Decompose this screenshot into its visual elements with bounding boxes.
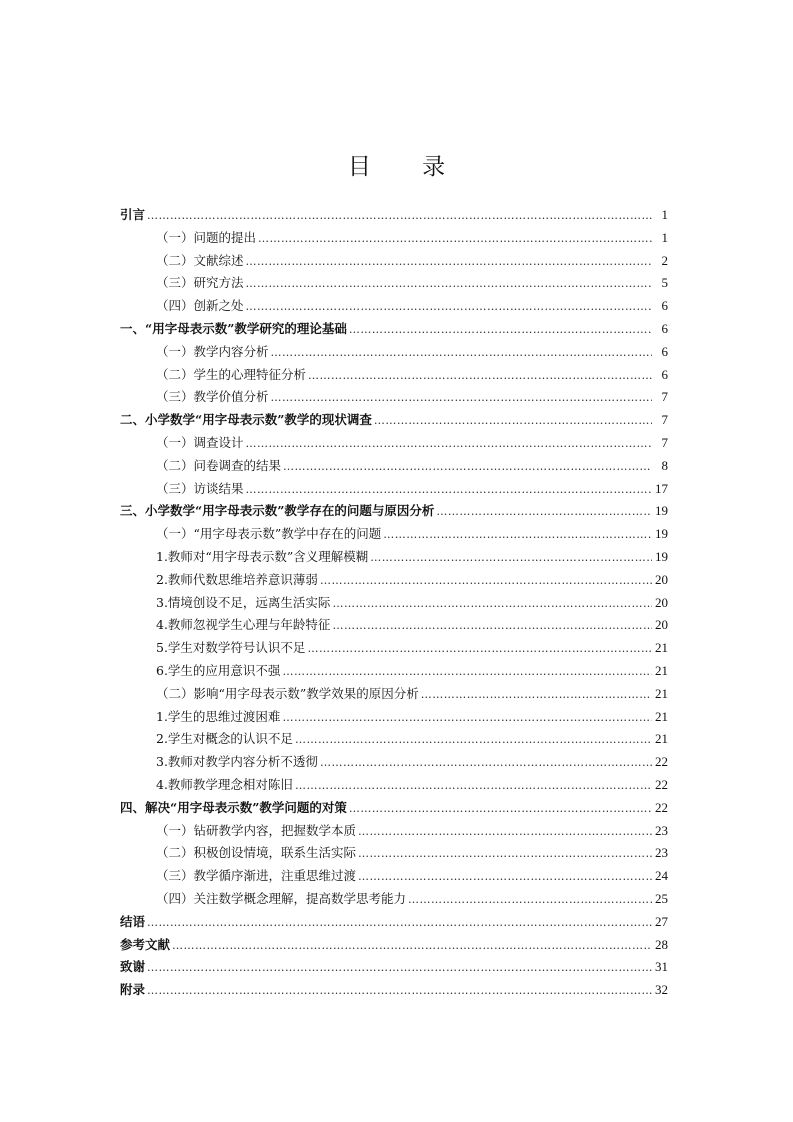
toc-entry[interactable] [120,889,668,912]
toc-entry[interactable] [120,570,668,593]
dot-leader [349,323,652,336]
toc-entry[interactable] [120,456,668,479]
table-of-contents [120,205,668,1003]
toc-entry-page-number: 21 [655,731,668,747]
toc-entry-page-number: 19 [655,548,668,564]
dot-leader [307,642,652,655]
toc-entry-page-number: 21 [655,685,668,701]
toc-entry-title: （四）关注数学概念理解，提高数学思考能力 [156,890,407,906]
toc-entry-page-number: 20 [655,594,668,610]
dot-leader [308,369,652,382]
toc-entry-page-number: 5 [661,275,668,291]
toc-entry-title: 引言 [120,207,146,222]
dot-leader [271,391,652,404]
toc-entry-title: （三）教学循序渐进，注重思维过渡 [156,868,357,884]
toc-entry-page-number: 28 [655,936,668,952]
toc-entry-title: 4.教师忽视学生心理与年龄特征 [156,617,331,633]
toc-entry-title: 1.学生的思维过渡困难 [156,708,281,724]
dot-leader [258,232,652,245]
dot-leader [332,597,652,610]
toc-entry-title: （一）“用字母表示数”教学中存在的问题 [156,526,382,542]
toc-entry[interactable] [120,684,668,707]
dot-leader [172,939,652,952]
toc-entry-title: 2.学生对概念的认识不足 [156,731,293,747]
dot-leader [246,300,652,313]
toc-entry[interactable] [120,524,668,547]
toc-entry[interactable] [120,707,668,730]
toc-entry-page-number: 6 [661,343,668,359]
toc-entry[interactable] [120,798,668,821]
dot-leader [436,505,652,518]
dot-leader [246,277,652,290]
dot-leader [147,916,652,929]
toc-entry[interactable] [120,821,668,844]
dot-leader [421,688,652,701]
toc-entry[interactable] [120,547,668,570]
toc-entry-page-number: 17 [655,480,668,496]
toc-entry[interactable] [120,228,668,251]
toc-entry-title: 四、解决“用字母表示数”教学问题的对策 [120,799,347,815]
toc-entry[interactable] [120,501,668,524]
toc-entry-title: 一、“用字母表示数”教学研究的理论基础 [120,320,347,336]
dot-leader [320,756,652,769]
toc-entry-page-number: 19 [655,503,668,519]
toc-entry[interactable] [120,273,668,296]
dot-leader [332,619,652,632]
toc-entry-page-number: 31 [655,959,668,975]
toc-entry[interactable] [120,866,668,889]
dot-leader [295,779,652,792]
toc-entry-title: 附录 [120,982,146,998]
toc-entry[interactable] [120,729,668,752]
toc-entry-page-number: 8 [661,457,668,473]
dot-leader [147,961,652,974]
toc-entry-title: （一）钻研教学内容，把握数学本质 [156,822,357,838]
toc-entry-title: 结语 [120,913,146,929]
toc-entry[interactable] [120,980,668,1003]
toc-entry-title: （二）积极创设情境，联系生活实际 [156,845,357,861]
dot-leader [147,984,652,997]
toc-entry-page-number: 6 [661,366,668,382]
toc-entry[interactable] [120,296,668,319]
toc-entry-page-number: 22 [655,754,668,770]
toc-entry-title: （二）影响“用字母表示数”教学效果的原因分析 [156,685,419,701]
toc-entry-page-number: 21 [655,640,668,656]
toc-entry[interactable] [120,638,668,661]
toc-entry[interactable] [120,661,668,684]
dot-leader [358,847,652,860]
toc-entry[interactable] [120,319,668,342]
dot-leader [246,483,652,496]
toc-entry-title: （二）文献综述 [156,252,244,268]
toc-entry-title: 二、小学数学“用字母表示数”教学的现状调查 [120,412,372,428]
toc-entry[interactable] [120,251,668,274]
toc-entry-title: （一）问题的提出 [156,229,257,245]
toc-entry-title: 致谢 [120,959,146,975]
toc-entry-title: （二）问卷调查的结果 [156,457,282,473]
toc-entry[interactable] [120,410,668,433]
dot-leader [147,209,652,222]
toc-entry-title: 1.教师对“用字母表示数”含义理解模糊 [156,548,369,564]
toc-entry-page-number: 6 [661,298,668,314]
toc-entry-page-number: 7 [661,412,668,428]
toc-entry-title: 6.学生的应用意识不强 [156,662,281,678]
toc-entry-page-number: 25 [655,890,668,906]
toc-entry-page-number: 2 [661,252,668,268]
dot-leader [271,346,652,359]
dot-leader [349,802,652,815]
toc-entry-page-number: 7 [661,434,668,450]
toc-entry-title: （三）访谈结果 [156,480,244,496]
toc-entry[interactable] [120,479,668,502]
toc-entry-title: 4.教师教学理念相对陈旧 [156,776,293,792]
toc-entry-title: 3.情境创设不足，远离生活实际 [156,594,331,610]
toc-entry-page-number: 24 [655,868,668,884]
toc-entry-page-number: 19 [655,526,668,542]
toc-entry[interactable] [120,935,668,958]
toc-entry-title: （一）调查设计 [156,434,244,450]
toc-entry[interactable] [120,433,668,456]
dot-leader [246,255,652,268]
dot-leader [358,825,652,838]
toc-entry-title: 2.教师代数思维培养意识薄弱 [156,571,318,587]
toc-entry[interactable] [120,957,668,980]
dot-leader [320,574,652,587]
dot-leader [374,414,652,427]
dot-leader [358,870,652,883]
toc-entry-page-number: 22 [655,776,668,792]
toc-entry-page-number: 21 [655,662,668,678]
toc-entry[interactable] [120,775,668,798]
dot-leader [246,437,652,450]
dot-leader [295,733,652,746]
toc-entry-page-number: 22 [655,799,668,815]
toc-entry-page-number: 23 [655,845,668,861]
dot-leader [283,460,652,473]
toc-entry-page-number: 20 [655,617,668,633]
toc-entry-title: 5.学生对数学符号认识不足 [156,640,306,656]
toc-entry-page-number: 6 [661,320,668,336]
toc-entry-page-number: 1 [661,207,668,222]
toc-entry-page-number: 1 [661,229,668,245]
dot-leader [282,665,652,678]
toc-entry-title: 三、小学数学“用字母表示数”教学存在的问题与原因分析 [120,503,435,519]
toc-entry[interactable] [120,342,668,365]
toc-entry[interactable] [120,752,668,775]
dot-leader [370,551,652,564]
toc-entry[interactable] [120,593,668,616]
toc-entry-page-number: 23 [655,822,668,838]
toc-entry[interactable] [120,912,668,935]
toc-entry[interactable] [120,615,668,638]
toc-entry-title: 3.教师对教学内容分析不透彻 [156,754,318,770]
toc-entry[interactable] [120,843,668,866]
dot-leader [408,893,652,906]
toc-entry-title: 参考文献 [120,936,171,952]
toc-entry[interactable] [120,387,668,410]
toc-entry-page-number: 21 [655,708,668,724]
toc-entry-title: （三）教学价值分析 [156,389,269,405]
dot-leader [282,711,652,724]
toc-entry-page-number: 32 [655,982,668,998]
toc-entry-title: （三）研究方法 [156,275,244,291]
toc-entry[interactable] [120,205,668,228]
toc-entry-title: （四）创新之处 [156,298,244,314]
toc-entry-title: （二）学生的心理特征分析 [156,366,307,382]
toc-entry-title: （一）教学内容分析 [156,343,269,359]
toc-entry-page-number: 20 [655,571,668,587]
toc-entry-page-number: 27 [655,913,668,929]
toc-entry[interactable] [120,365,668,388]
toc-entry-page-number: 7 [661,389,668,405]
page-title: 目 录 [347,154,468,180]
dot-leader [383,528,652,541]
